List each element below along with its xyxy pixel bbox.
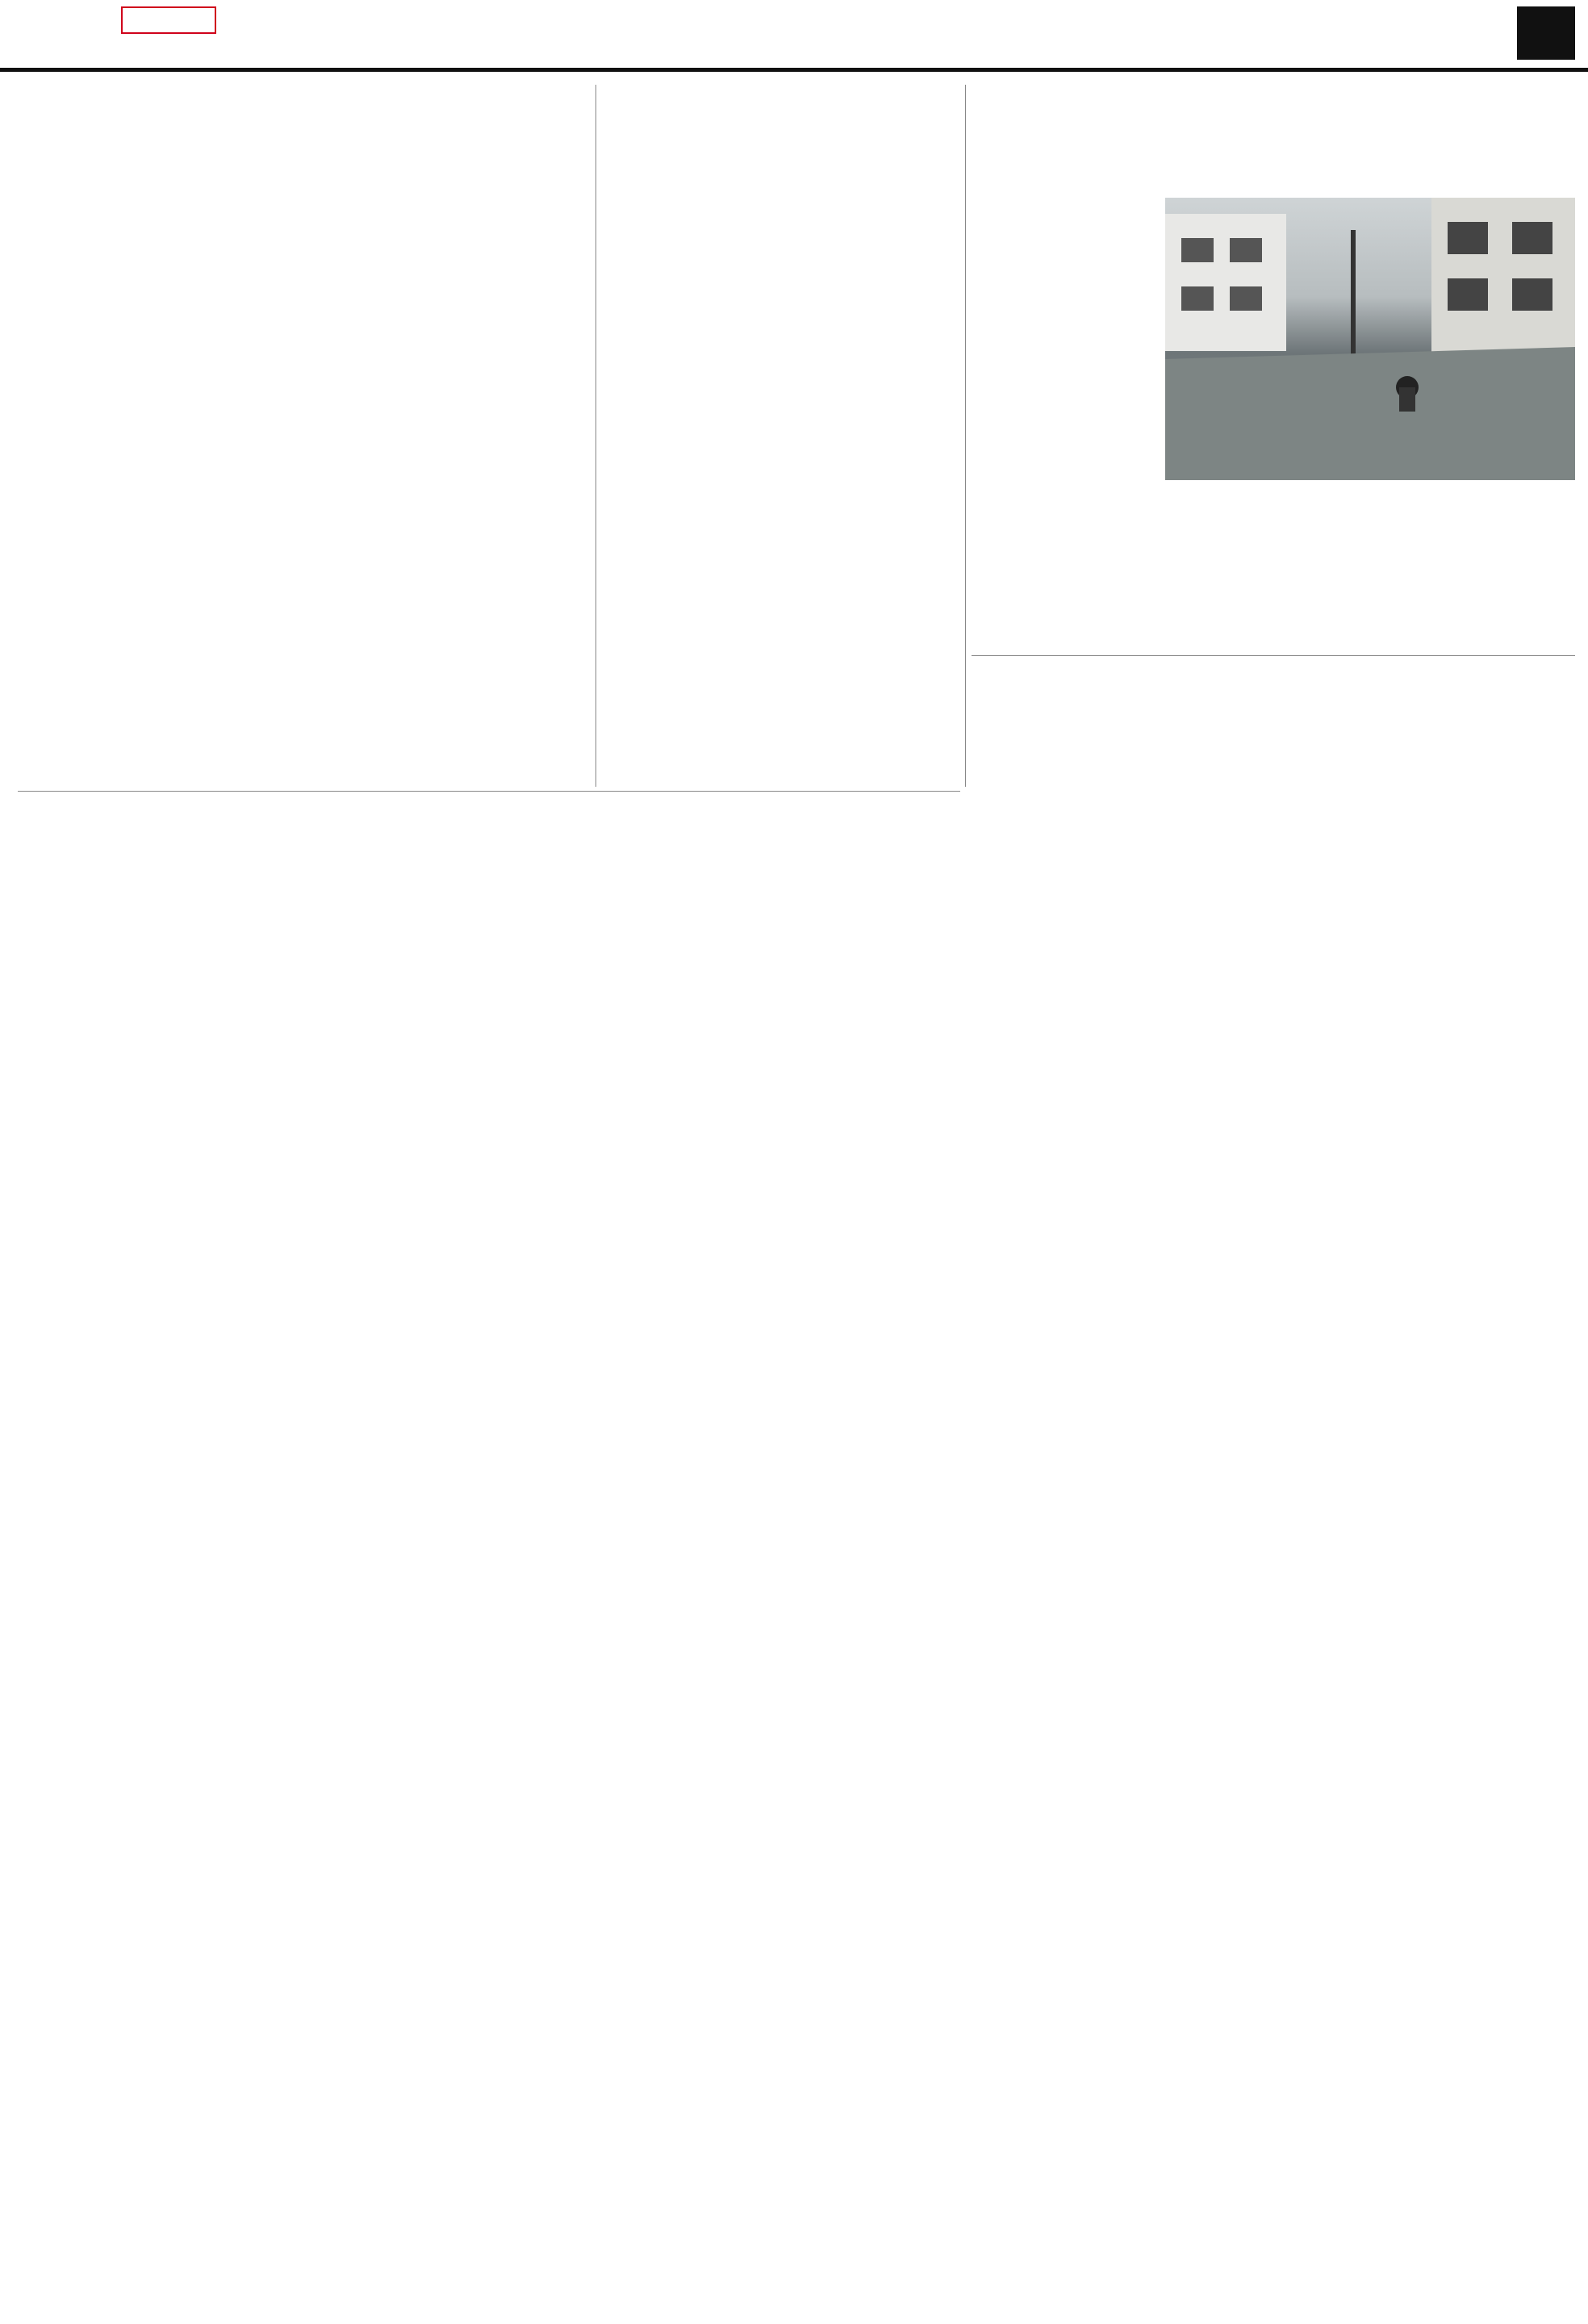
masthead [0,0,1588,81]
section-divider [972,655,1575,656]
column-divider [965,85,966,787]
article-lead [604,234,959,359]
article-column-2 [210,206,391,787]
story-trump-protest [18,85,589,795]
article-column-3 [1375,488,1575,646]
story-gujarat-cm [604,85,959,787]
page-number-box [1517,6,1575,60]
story-karnataka-rain [972,85,1575,650]
article-column-2 [215,843,405,1005]
article-column-3 [413,843,607,1005]
article-column-1 [18,206,199,787]
flood-scene-illustration [1165,198,1575,480]
headline [18,93,589,99]
flood-street-photo [1165,198,1575,480]
article-body [604,367,959,779]
section-divider [18,791,960,792]
article-column-1 [18,843,207,1005]
masthead-rule [0,68,1588,72]
article-column-1 [972,198,1155,646]
story-arunachal-anjaw [18,795,960,1251]
article-column-2 [1165,488,1365,646]
article-column-3 [402,206,589,787]
story-breakthrough-health-camp [972,662,1575,1243]
masthead-badge [121,6,216,34]
